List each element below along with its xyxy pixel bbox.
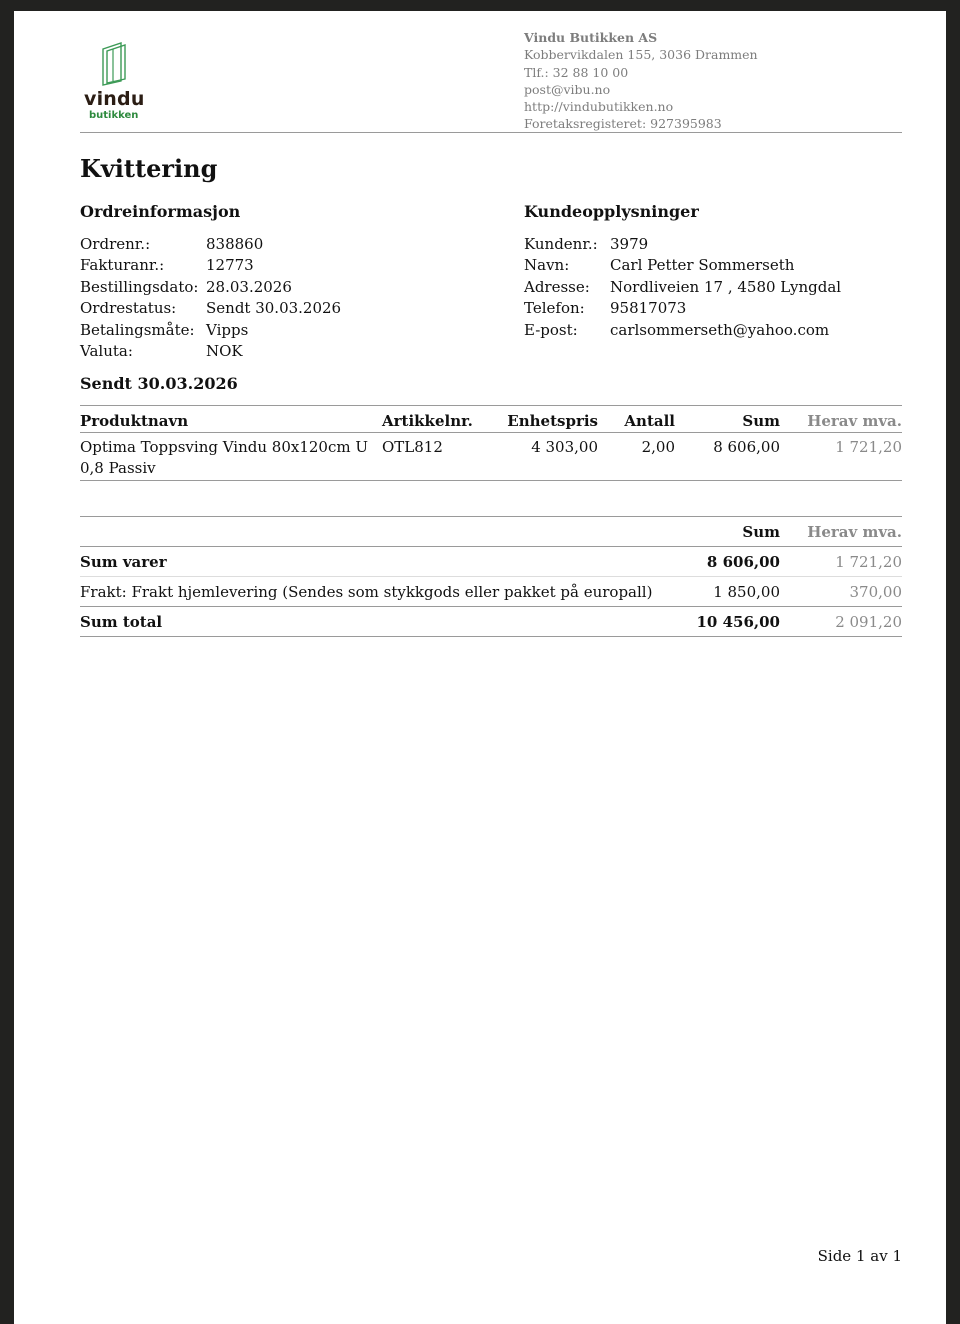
company-address: Kobbervikdalen 155, 3036 Drammen <box>524 47 758 63</box>
customer-email-label: E-post: <box>524 320 578 339</box>
order-date-value: 28.03.2026 <box>206 277 292 296</box>
table-top-border <box>80 405 902 406</box>
shipping-vat: 370,00 <box>849 583 902 601</box>
totals-header-vat: Herav mva. <box>807 523 902 541</box>
currency-label: Valuta: <box>80 342 133 361</box>
customer-number-value: 3979 <box>610 235 649 253</box>
product-qty: 2,00 <box>641 438 675 456</box>
shipment-heading: Sendt 30.03.2026 <box>80 374 238 393</box>
order-info-row <box>80 277 500 298</box>
logo-wordmark: vindu <box>84 88 145 110</box>
customer-info-row <box>524 234 904 255</box>
grand-total-label: Sum total <box>80 613 163 631</box>
page-number: Side 1 av 1 <box>817 1247 902 1265</box>
currency-value: NOK <box>206 342 243 361</box>
col-header-vat: Herav mva. <box>807 412 902 430</box>
order-info-row <box>80 341 500 362</box>
order-info-heading: Ordreinformasjon <box>80 202 241 221</box>
order-status-label: Ordrestatus: <box>80 299 177 318</box>
company-website[interactable]: http://vindubutikken.no <box>524 99 674 115</box>
customer-name-value: Carl Petter Sommerseth <box>610 256 795 275</box>
product-unit-price: 4 303,00 <box>531 438 598 456</box>
totals-header-sum: Sum <box>742 523 780 541</box>
shipping-sum: 1 850,00 <box>713 583 780 601</box>
customer-number-label: Kundenr.: <box>524 235 598 253</box>
order-date-label: Bestillingsdato: <box>80 277 199 296</box>
order-info-row <box>80 298 500 319</box>
row-divider <box>80 606 902 607</box>
product-sum: 8 606,00 <box>713 438 780 456</box>
customer-info-list <box>524 234 904 341</box>
customer-phone-label: Telefon: <box>524 299 585 318</box>
col-header-unit-price: Enhetspris <box>507 412 598 430</box>
order-number-label: Ordrenr.: <box>80 235 151 253</box>
receipt-page <box>14 11 946 1324</box>
items-table <box>80 405 902 483</box>
page-title: Kvittering <box>80 154 218 183</box>
shipping-label: Frakt: Frakt hjemlevering (Sendes som stykkgods eller pakket på europall) <box>80 583 653 601</box>
invoice-number-label: Fakturanr.: <box>80 256 165 275</box>
totals-top-border <box>80 516 902 517</box>
product-sku: OTL812 <box>382 438 443 456</box>
grand-total-sum: 10 456,00 <box>696 613 780 631</box>
customer-email-value[interactable]: carlsommerseth@yahoo.com <box>610 320 830 339</box>
row-divider <box>80 576 902 577</box>
product-name-line1: Optima Toppsving Vindu 80x120cm U <box>80 438 369 456</box>
product-name-line2: 0,8 Passiv <box>80 459 156 477</box>
col-header-sum: Sum <box>742 412 780 430</box>
customer-info-heading: Kundeopplysninger <box>524 202 699 221</box>
customer-address-value: Nordliveien 17 , 4580 Lyngdal <box>610 277 842 296</box>
order-info-row <box>80 320 500 341</box>
payment-method-value: Vipps <box>206 320 249 339</box>
customer-name-label: Navn: <box>524 256 570 275</box>
col-header-product: Produktnavn <box>80 412 189 430</box>
subtotal-sum: 8 606,00 <box>706 553 780 571</box>
table-row-product <box>80 437 370 479</box>
subtotal-label: Sum varer <box>80 553 167 571</box>
order-info-row <box>80 255 500 276</box>
table-header-border <box>80 432 902 433</box>
company-phone: Tlf.: 32 88 10 00 <box>524 64 629 80</box>
order-number-value: 838860 <box>206 235 264 253</box>
table-bottom-border <box>80 480 902 481</box>
totals-header-border <box>80 546 902 547</box>
customer-info-row <box>524 277 904 298</box>
company-logo <box>84 39 164 125</box>
order-status-value: Sendt 30.03.2026 <box>206 299 342 318</box>
product-vat: 1 721,20 <box>835 438 902 456</box>
totals-table <box>80 516 902 638</box>
order-info-row <box>80 234 500 255</box>
order-info-list <box>80 234 500 362</box>
company-email[interactable]: post@vibu.no <box>524 81 611 97</box>
customer-address-label: Adresse: <box>524 277 590 296</box>
subtotal-vat: 1 721,20 <box>835 553 902 571</box>
customer-info-row <box>524 255 904 276</box>
logo-subtitle: butikken <box>89 110 139 121</box>
invoice-number-value: 12773 <box>206 256 254 275</box>
customer-phone-value: 95817073 <box>610 299 687 318</box>
customer-info-row <box>524 298 904 319</box>
grand-total-vat: 2 091,20 <box>835 613 902 631</box>
company-registry: Foretaksregisteret: 927395983 <box>524 116 722 132</box>
window-logo-icon <box>101 41 127 87</box>
col-header-qty: Antall <box>624 412 675 430</box>
col-header-sku: Artikkelnr. <box>382 412 473 430</box>
totals-bottom-border <box>80 636 902 637</box>
company-name: Vindu Butikken AS <box>524 30 658 45</box>
customer-info-row <box>524 320 904 341</box>
payment-method-label: Betalingsmåte: <box>80 320 195 339</box>
company-details <box>524 29 904 133</box>
header-divider <box>80 132 902 133</box>
